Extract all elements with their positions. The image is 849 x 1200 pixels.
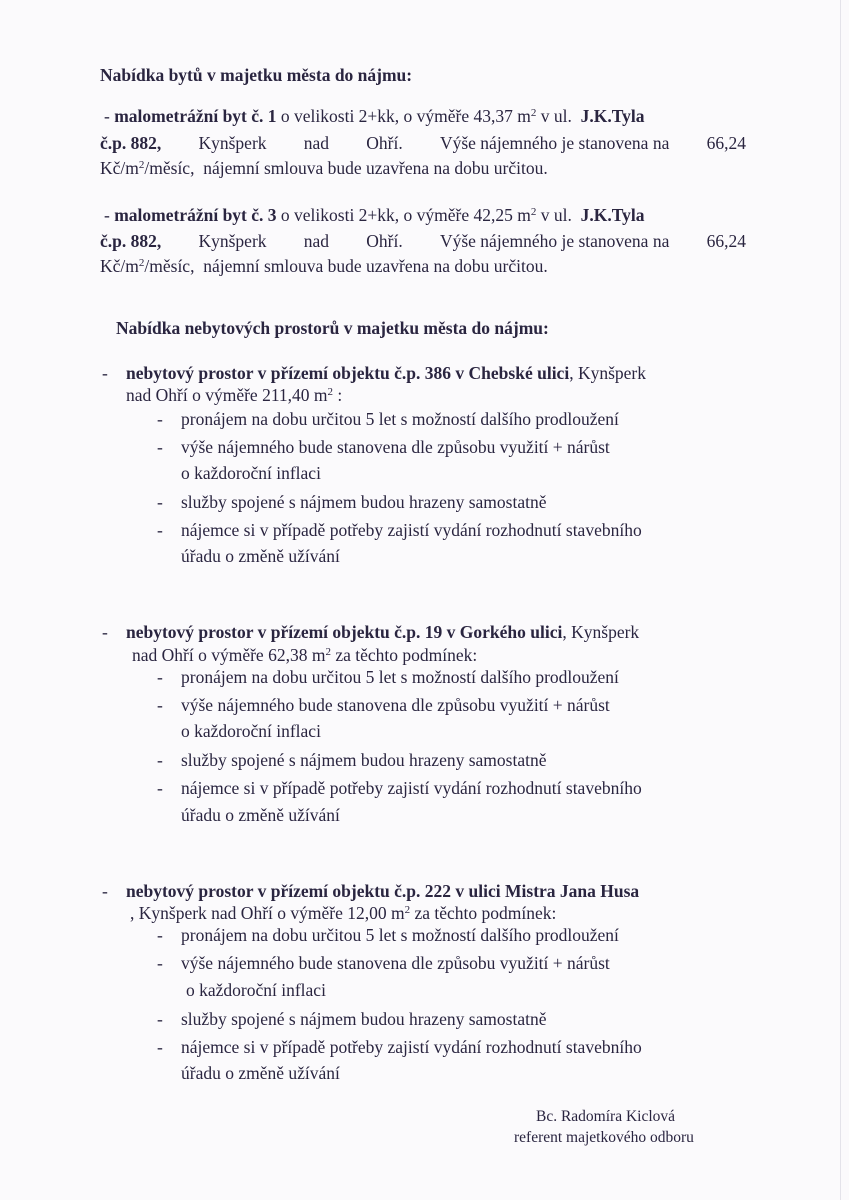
flat-3-city: Kynšperk [198,231,267,251]
flat-1-unit-sup: 2 [138,159,145,171]
flat-1-line-3 [100,157,548,179]
flat-1-line-2 [100,132,746,154]
flat-1-cp: č.p. 882, [100,133,162,153]
premises-1-condition-4: služby spojené s nájmem budou hrazeny samostatně [181,492,547,512]
premises-2-title-suffix: , Kynšperk [562,622,640,642]
flat-3-line-1 [104,204,746,226]
flat-3-rent-value: 66,24 [706,231,746,251]
premises-1-title-suffix: , Kynšperk [569,363,646,383]
premises-1-area-end: : [333,385,343,405]
premises-1-condition-5: nájemce si v případě potřeby zajistí vydání rozhodnutí stavebního [181,520,642,540]
premises-3-area: , Kynšperk nad Ohří o výměře 12,00 m [130,903,405,923]
premises-3-condition-1: pronájem na dobu určitou 5 let s možností dalšího prodloužení [181,925,619,945]
flat-3-line-3 [100,255,548,277]
premises-2-condition-4: služby spojené s nájmem budou hrazeny samostatně [181,750,547,770]
premises-2-area-end: za těchto podmínek: [330,645,478,665]
flat-3-size-sup: 2 [530,206,537,218]
premises-1-area: nad Ohří o výměře 211,40 m [126,385,328,405]
flat-3-unit-b: /měsíc, [144,256,195,276]
flat-1-size: o velikosti 2+kk, o výměře 43,37 m [280,106,531,126]
premises-1-bullet-5: - [157,520,163,540]
premises-3-condition-4: služby spojené s nájmem budou hrazeny samostatně [181,1009,547,1029]
premises-3-bullet-2: - [157,953,163,973]
flat-3-street: J.K.Tyla [580,205,645,225]
flat-1-contract: nájemní smlouva bude uzavřena na dobu určitou. [203,158,548,178]
premises-2-bullet-2: - [157,695,163,715]
premises-2-bullet-4: - [157,750,163,770]
flat-3-dash: - [104,205,110,225]
premises-3-condition-6: úřadu o změně užívání [181,1063,340,1083]
flat-3-street-prefix: v ul. [540,205,572,225]
premises-2-bullet-5: - [157,778,163,798]
page-edge [840,0,841,1200]
premises-2-line-1 [126,621,639,643]
premises-2-condition-3: o každoroční inflaci [181,721,321,741]
premises-3-dash: - [102,881,108,901]
flat-3-contract: nájemní smlouva bude uzavřena na dobu určitou. [203,256,548,276]
premises-3-title: nebytový prostor v přízemí objektu č.p. 222 v ulici Mistra Jana Husa [126,881,640,901]
premises-1-condition-6: úřadu o změně užívání [181,546,340,566]
premises-1-condition-3: o každoroční inflaci [181,463,321,483]
premises-3-line-1 [126,880,639,902]
premises-1-line-1 [126,362,646,384]
flats-heading: Nabídka bytů v majetku města do nájmu: [100,65,413,85]
premises-2-condition-1: pronájem na dobu určitou 5 let s možností dalšího prodloužení [181,667,619,687]
premises-2-dash: - [102,622,108,642]
flat-1-city: Kynšperk [198,133,267,153]
premises-3-condition-5: nájemce si v případě potřeby zajistí vydání rozhodnutí stavebního [181,1037,642,1057]
flat-1-unit-a: Kč/m [100,158,139,178]
premises-2-condition-2: výše nájemného bude stanovena dle způsobu využití + nárůst [181,695,610,715]
signature-role: referent majetkového odboru [514,1129,694,1146]
premises-1-bullet-2: - [157,437,163,457]
premises-2-bullet-1: - [157,667,163,687]
premises-2-area: nad Ohří o výměře 62,38 m [132,645,326,665]
premises-3-area-sup: 2 [404,904,411,916]
flat-1-dash: - [104,106,110,126]
flat-1-ohri: Ohří. [366,133,403,153]
flat-1-title: malometrážní byt č. 1 [114,106,277,126]
premises-1-line-2 [126,384,342,406]
premises-3-bullet-5: - [157,1037,163,1057]
flat-1-rent-value: 66,24 [706,133,746,153]
premises-2-area-sup: 2 [325,646,331,658]
premises-3-area-end: za těchto podmínek: [410,903,557,923]
flat-1-street: J.K.Tyla [580,106,645,126]
premises-1-condition-1: pronájem na dobu určitou 5 let s možností dalšího prodloužení [181,409,619,429]
premises-2-title: nebytový prostor v přízemí objektu č.p. 19 v Gorkého ulici [126,622,563,642]
flat-3-unit-a: Kč/m [100,256,139,276]
signature-name: Bc. Radomíra Kiclová [536,1108,676,1125]
flat-1-rent-text: Výše nájemného je stanovena na [439,133,670,153]
flat-3-cp: č.p. 882, [100,231,162,251]
premises-2-condition-5: nájemce si v případě potřeby zajistí vydání rozhodnutí stavebního [181,778,642,798]
flat-3-unit-sup: 2 [138,257,145,269]
premises-1-bullet-4: - [157,492,163,512]
flat-3-line-2 [100,230,746,252]
premises-heading: Nabídka nebytových prostorů v majetku města do nájmu: [116,318,549,338]
premises-2-condition-6: úřadu o změně užívání [181,805,340,825]
flat-1-street-prefix: v ul. [540,106,572,126]
premises-1-dash: - [102,363,108,383]
flat-3-rent-text: Výše nájemného je stanovena na [439,231,670,251]
premises-3-condition-3: o každoroční inflaci [186,980,326,1000]
premises-3-condition-2: výše nájemného bude stanovena dle způsobu využití + nárůst [181,953,610,973]
flat-1-unit-b: /měsíc, [144,158,195,178]
flat-1-size-sup: 2 [530,107,537,119]
premises-1-bullet-1: - [157,409,163,429]
flat-1-line-1 [104,105,746,127]
premises-1-title: nebytový prostor v přízemí objektu č.p. 386 v Chebské ulici [126,363,570,383]
premises-2-line-2 [132,644,477,666]
premises-1-condition-2: výše nájemného bude stanovena dle způsobu využití + nárůst [181,437,610,457]
flat-3-size: o velikosti 2+kk, o výměře 42,25 m [280,205,531,225]
premises-3-line-2 [130,902,556,924]
premises-3-bullet-4: - [157,1009,163,1029]
flat-3-ohri: Ohří. [366,231,403,251]
premises-3-bullet-1: - [157,925,163,945]
flat-1-nad: nad [303,133,330,153]
flat-3-title: malometrážní byt č. 3 [114,205,277,225]
premises-1-area-sup: 2 [327,386,334,398]
flat-3-nad: nad [303,231,330,251]
